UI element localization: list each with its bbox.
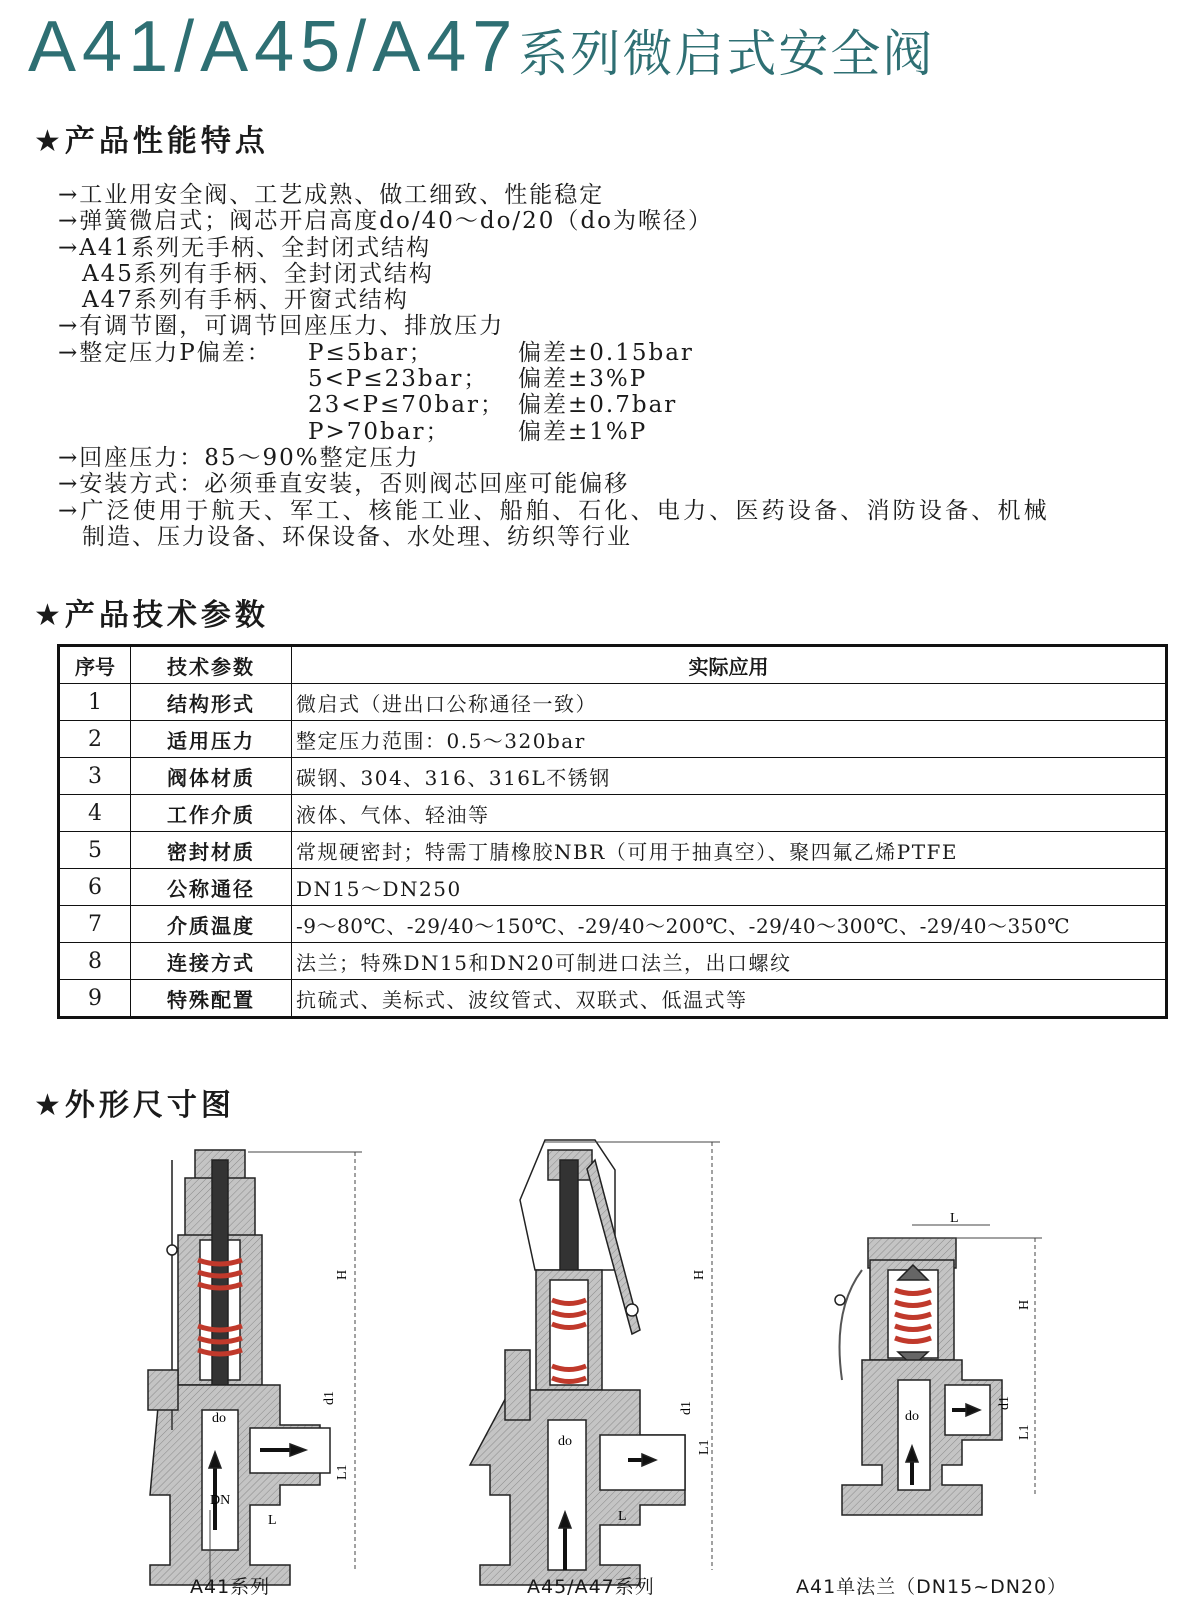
- header-param: 技术参数: [131, 646, 292, 684]
- row-name: 阀体材质: [131, 758, 292, 795]
- deviation-value: 偏差±0.15bar: [518, 339, 694, 366]
- row-value: DN15～DN250: [292, 869, 1167, 906]
- table-row: [59, 721, 1167, 758]
- deviation-value: 偏差±3%P: [518, 366, 648, 393]
- table-row: [59, 943, 1167, 980]
- row-name: 密封材质: [131, 832, 292, 869]
- feature-line: 制造、压力设备、环保设备、水处理、纺织等行业: [82, 523, 632, 550]
- row-no: 8: [59, 943, 131, 980]
- dim-label-d1a: d1: [322, 1391, 337, 1405]
- row-no: 3: [59, 758, 131, 795]
- table-row: [59, 758, 1167, 795]
- deviation-range: 5<P≤23bar；: [308, 366, 489, 393]
- table-row: [59, 832, 1167, 869]
- deviation-range: 23<P≤70bar；: [308, 392, 505, 419]
- row-value: 液体、气体、轻油等: [292, 795, 1167, 832]
- header-no: 序号: [59, 646, 131, 684]
- section-dims-heading: ★外形尺寸图: [34, 1088, 235, 1123]
- page-title: [28, 6, 934, 86]
- deviation-value: 偏差±1%P: [518, 418, 648, 445]
- deviation-label: →整定压力P偏差：: [58, 339, 272, 366]
- a41-single-flange-drawing: [835, 1225, 1042, 1515]
- section-features-heading: ★产品性能特点: [34, 124, 269, 159]
- caption-a41: A41系列: [190, 1576, 271, 1598]
- deviation-row: [58, 366, 1168, 392]
- row-name: 特殊配置: [131, 980, 292, 1018]
- deviation-row: [58, 392, 1168, 418]
- title-model: A41/A45/A47: [28, 7, 519, 87]
- table-row: [59, 869, 1167, 906]
- feature-line: A47系列有手柄、开窗式结构: [82, 287, 409, 314]
- dim-label-h1: H: [335, 1269, 350, 1280]
- dimension-drawings: [0, 1130, 1203, 1590]
- section-params-heading: ★产品技术参数: [34, 598, 269, 633]
- dim-label-h2: H: [692, 1269, 707, 1280]
- row-no: 4: [59, 795, 131, 832]
- row-name: 结构形式: [131, 684, 292, 721]
- row-name: 连接方式: [131, 943, 292, 980]
- header-application: 实际应用: [292, 646, 1167, 684]
- deviation-value: 偏差±0.7bar: [518, 392, 678, 419]
- feature-line: →有调节圈，可调节回座压力、排放压力: [58, 313, 505, 340]
- dim-label-d1c: d1: [997, 1396, 1012, 1410]
- feature-line: →广泛使用于航天、军工、核能工业、船舶、石化、电力、医药设备、消防设备、机械: [58, 497, 1050, 524]
- feature-line: →工业用安全阀、工艺成熟、做工细致、性能稳定: [58, 182, 605, 208]
- dim-label-l-c: L: [950, 1211, 959, 1226]
- row-value: -9～80℃、-29/40～150℃、-29/40～200℃、-29/40～300℃、-29/40～350℃: [292, 906, 1167, 943]
- caption-a45-a47: A45/A47系列: [527, 1576, 655, 1598]
- params-table: [57, 644, 1168, 1019]
- a45-a47-drawing: [470, 1140, 720, 1585]
- row-no: 2: [59, 721, 131, 758]
- row-value: 抗硫式、美标式、波纹管式、双联式、低温式等: [292, 980, 1167, 1018]
- dim-label-l-a: L: [268, 1513, 277, 1528]
- deviation-range: P≤5bar；: [308, 339, 434, 366]
- table-row: [59, 906, 1167, 943]
- dim-label-dn: DN: [210, 1493, 231, 1508]
- dim-label-do-a: do: [212, 1411, 226, 1426]
- row-name: 介质温度: [131, 906, 292, 943]
- feature-line: A45系列有手柄、全封闭式结构: [82, 260, 434, 287]
- row-name: 适用压力: [131, 721, 292, 758]
- table-row: [59, 795, 1167, 832]
- dim-label-l1a: L1: [335, 1464, 350, 1480]
- feature-line: →安装方式：必须垂直安装，否则阀芯回座可能偏移: [58, 471, 630, 498]
- table-row: [59, 980, 1167, 1018]
- features-list: [58, 182, 1168, 550]
- dim-label-h3: H: [1017, 1299, 1032, 1310]
- row-no: 9: [59, 980, 131, 1018]
- row-value: 整定压力范围：0.5～320bar: [292, 721, 1167, 758]
- dim-label-do-c: do: [905, 1409, 919, 1424]
- table-header-row: [59, 646, 1167, 684]
- row-no: 7: [59, 906, 131, 943]
- title-text: 系列微启式安全阀: [518, 25, 935, 83]
- dim-label-d1b: d1: [679, 1401, 694, 1415]
- table-row: [59, 684, 1167, 721]
- dim-label-do-b: do: [558, 1434, 572, 1449]
- row-value: 碳钢、304、316、316L不锈钢: [292, 758, 1167, 795]
- dim-label-l-b: L: [618, 1509, 627, 1524]
- row-no: 6: [59, 869, 131, 906]
- row-no: 5: [59, 832, 131, 869]
- row-value: 微启式（进出口公称通径一致）: [292, 684, 1167, 721]
- dim-label-l1c: L1: [1017, 1424, 1032, 1440]
- row-no: 1: [59, 684, 131, 721]
- deviation-row: [58, 419, 1168, 445]
- feature-line: →回座压力：85～90%整定压力: [58, 444, 420, 471]
- row-name: 工作介质: [131, 795, 292, 832]
- row-value: 法兰；特殊DN15和DN20可制进口法兰，出口螺纹: [292, 943, 1167, 980]
- deviation-range: P>70bar；: [308, 418, 451, 445]
- feature-line: →弹簧微启式；阀芯开启高度do/40～do/20（do为喉径）: [58, 208, 714, 235]
- row-name: 公称通径: [131, 869, 292, 906]
- a41-drawing: [148, 1150, 362, 1590]
- feature-line: →A41系列无手柄、全封闭式结构: [58, 234, 432, 261]
- deviation-row: [58, 340, 1168, 366]
- caption-a41-single-flange: A41单法兰（DN15~DN20）: [796, 1576, 1068, 1598]
- row-value: 常规硬密封；特需丁腈橡胶NBR（可用于抽真空）、聚四氟乙烯PTFE: [292, 832, 1167, 869]
- dim-label-l1b: L1: [697, 1439, 712, 1455]
